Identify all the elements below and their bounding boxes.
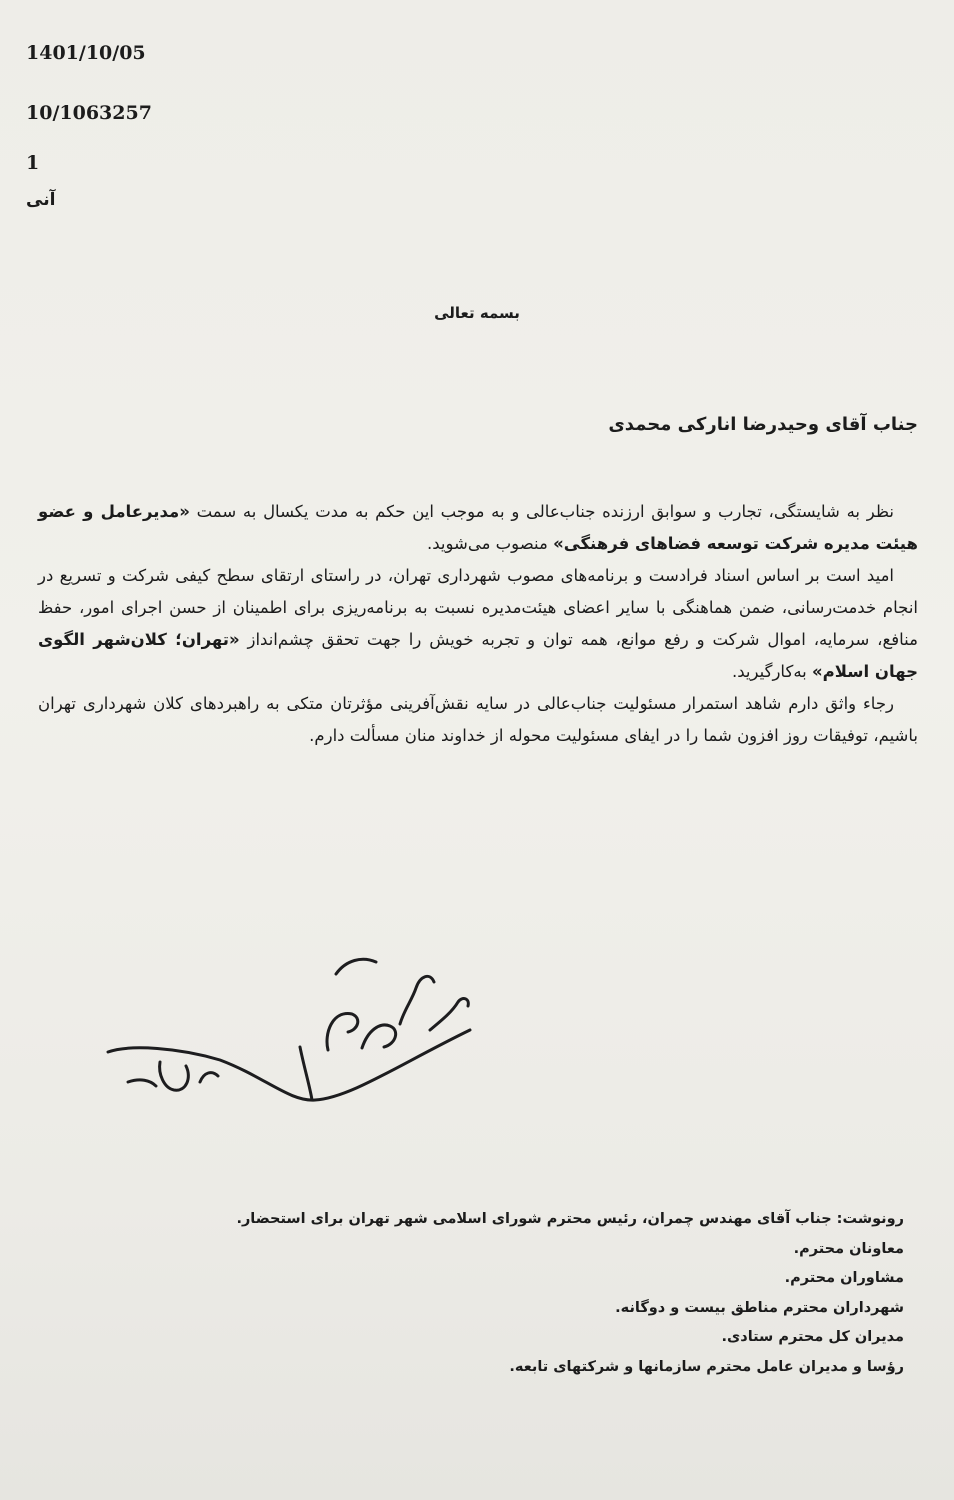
letter-body (38, 496, 918, 752)
cc-line: رؤسا و مدیران عامل محترم سازمانها و شرکتهای تابعه. (509, 1358, 904, 1375)
letter-number: 10/1063257 (26, 102, 152, 124)
basmala-heading: بسمه تعالی (434, 304, 520, 322)
p1-end: منصوب می‌شوید. (426, 534, 554, 553)
p1-start: نظر به شایستگی، تجارب و سوابق ارزنده جناب‌عالی و به موجب این حکم به مدت یکسال به سمت (189, 502, 894, 521)
p2-end: به‌کارگیرید. (732, 662, 813, 681)
body-paragraph-1 (38, 496, 918, 560)
cc-line: شهرداران محترم مناطق بیست و دوگانه. (615, 1299, 904, 1316)
attachment-count: 1 (26, 152, 40, 174)
cc-line: مدیران کل محترم ستادی. (721, 1329, 904, 1345)
cc-list (164, 1205, 904, 1382)
cc-line: معاونان محترم. (793, 1240, 904, 1257)
body-paragraph-3: رجاء واثق دارم شاهد استمرار مسئولیت جناب‌عالی در سایه نقش‌آفرینی مؤثرتان متکی به راهبردهای کلان شهرداری تهران باشیم، توفیقات روز افزون شما را در ایفای مسئولیت محوله از خداوند منان مسألت دارم. (38, 694, 918, 745)
body-paragraph-2 (38, 560, 918, 688)
cc-line: مشاوران محترم. (784, 1270, 904, 1286)
p2-start: امید است بر اساس اسناد فرادست و برنامه‌های مصوب شهرداری تهران، در راستای ارتقای سطح کیفی شرکت و تسریع در انجام خدمت‌رسانی، ضمن هماهنگی با سایر اعضای هیئت‌مدیره نسبت به برنامه‌ریزی برای اطمینان از حسن اجرای امور، حفظ منافع، سرمایه، اموال شرکت و رفع موانع، همه توان و تجربه خویش را جهت تحقق چشم‌انداز (38, 566, 919, 649)
vision-statement: «تهران؛ کلان‌شهر الگوی جهان اسلام» (38, 630, 918, 681)
cc-line: رونوشت: جناب آقای مهندس چمران، رئیس محترم شورای اسلامی شهر تهران برای استحضار. (236, 1211, 904, 1227)
handwritten-signature (100, 952, 500, 1112)
addressee-line: جناب آقای وحیدرضا انارکی محمدی (608, 414, 918, 435)
appointment-title: «مدیرعامل و عضو هیئت مدیره شرکت توسعه فضاهای فرهنگی» (38, 502, 918, 553)
letter-date: 1401/10/05 (26, 42, 146, 64)
priority-label: آنی (26, 190, 56, 210)
